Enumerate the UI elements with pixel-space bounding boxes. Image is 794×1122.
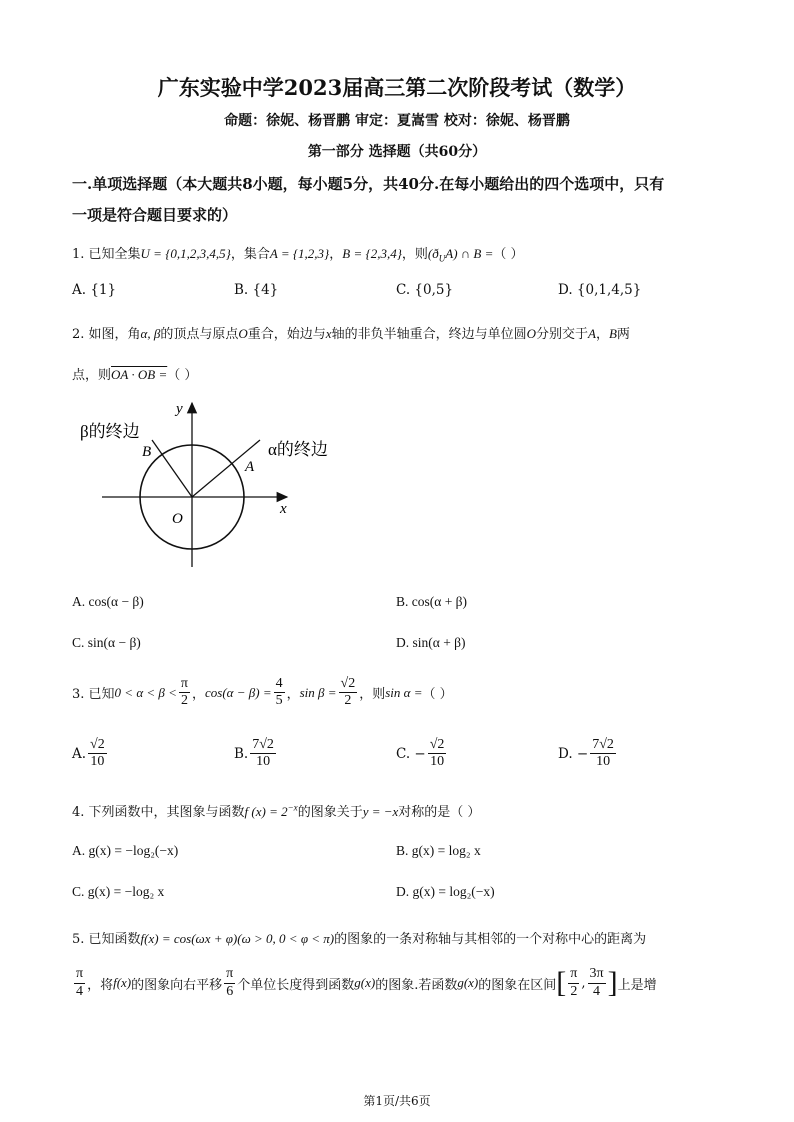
q2-option-b: B. cos(α + β) (396, 594, 468, 609)
q3-option-b: B. $\frac{7√2}{10}$ (234, 737, 274, 770)
q2-option-d: D. sin(α + β) (396, 635, 466, 650)
q1-option-a: A. {1} (72, 282, 117, 298)
question-1-stem: 1. 已知全集U = {0,1,2,3,4,5}，集合A = {1,2,3}，B = {2,3,4}，则$(ð_UA)$ ∩ B =（ ） (72, 246, 524, 264)
point-a-label: A (245, 459, 255, 475)
q3-option-d: D. − $\frac{7√2}{10}$ (558, 737, 614, 770)
section-heading-line2: 一项是符合题目要求的） (72, 206, 238, 224)
y-axis-label: y (176, 401, 183, 417)
question-4-stem: 4. 下列函数中，其图象与函数f $(x) = 2^{-x}$的图象关于y = −x对称的是（ ） (72, 802, 481, 820)
alpha-terminal-label: α的终边 (268, 440, 328, 459)
question-2-stem-line2: 点，则OA · OB =（ ） (72, 367, 198, 383)
q4-option-a: A. g(x) = −log₂(−x) (72, 843, 179, 858)
point-b-label: B (142, 444, 152, 460)
q4-option-d: D. g(x) = log₂(−x) (396, 884, 495, 899)
q4-option-c: C. g(x) = −log₂ x (72, 884, 165, 899)
q1-option-b: B. {4} (234, 282, 279, 298)
q4-option-b: B. g(x) = log₂ x (396, 843, 481, 858)
x-axis-label: x (280, 501, 287, 517)
part-heading: 第一部分 选择题（共60分） (307, 144, 487, 160)
q3-option-c: C. − $\frac{√2}{10}$ (396, 737, 445, 770)
section-heading-line1: 一.单项选择题（本大题共8小题，每小题5分，共40分.在每小题给出的四个选项中，只有 (72, 175, 665, 193)
q2-option-a: A. cos(α − β) (72, 594, 144, 609)
q1-option-c: C. {0,5} (396, 282, 454, 298)
authors-line: 命题：徐妮、杨晋鹏 审定：夏嵩雪 校对：徐妮、杨晋鹏 (224, 113, 570, 129)
q1-option-d: D. {0,1,4,5} (558, 282, 642, 298)
origin-label: O (172, 511, 183, 527)
unit-circle-figure (72, 395, 362, 570)
q2-option-c: C. sin(α − β) (72, 635, 141, 650)
question-3-stem: 3. 已知 0 < α < β < $\frac{\pi}{2}$ ， cos(α − β) = $\frac{4}{5}$ ， sin β = $\frac{√2}{2}$ ，则 sin α = （ ） (72, 676, 453, 709)
question-5-stem-line2: $\frac{\pi}{4}$ ，将 f(x) 的图象向右平移 $\frac{\pi}{6}$ 个单位长度得到函数 g(x) 的图象.若函数 g(x) 的图象在区间 [ $\frac{\pi}{2}$ , $\frac{3\pi}{4}$ ] 上是增 (76, 966, 657, 999)
question-2-stem-line1: 2. 如图，角α, β的顶点与原点O重合，始边与x轴的非负半轴重合，终边与单位圆O分别交于A，B两 (72, 326, 630, 342)
beta-terminal-label: β的终边 (80, 422, 140, 441)
q3-option-a: A. $\frac{√2}{10}$ (72, 737, 105, 770)
page-footer: 第1页/共6页 (363, 1094, 431, 1108)
exam-title: 广东实验中学2023届高三第二次阶段考试（数学） (157, 75, 637, 100)
question-5-stem-line1: 5. 已知函数f(x) = cos(ωx + φ)(ω > 0, 0 < φ < π)的图象的一条对称轴与其相邻的一个对称中心的距离为 (72, 931, 647, 947)
